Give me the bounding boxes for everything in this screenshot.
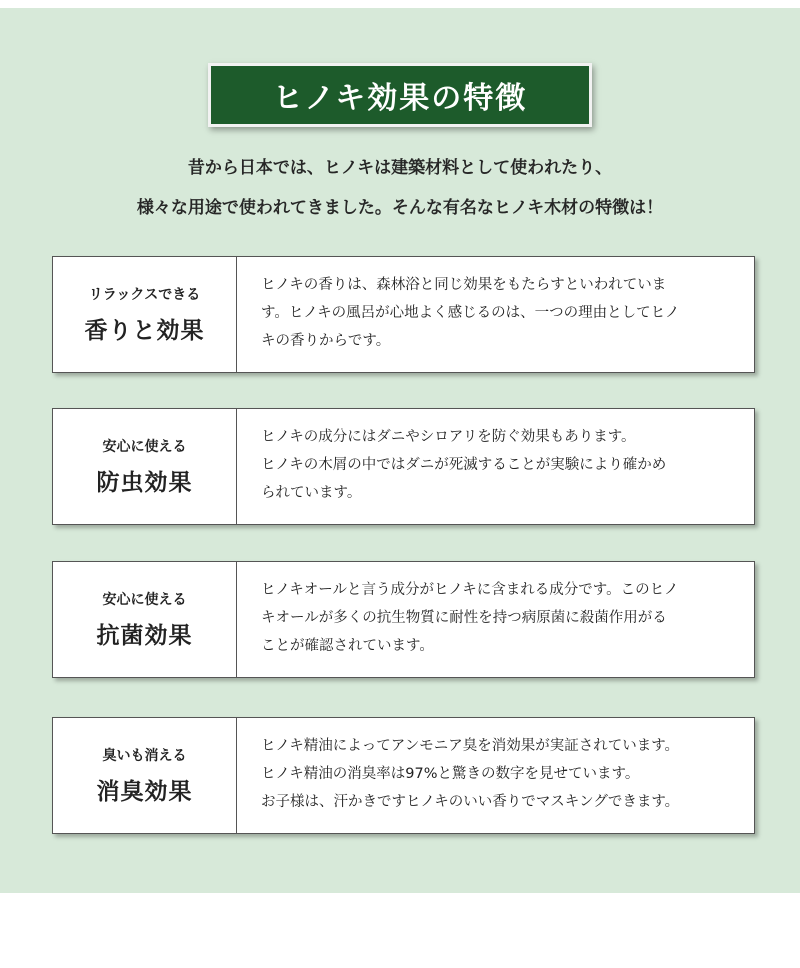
- intro-text: [0, 148, 800, 228]
- feature-card-deodorizing: [52, 717, 755, 834]
- card-subtitle: 安心に使える: [102, 592, 187, 608]
- card-label: [53, 409, 237, 524]
- feature-card-antibacterial: [52, 561, 755, 678]
- intro-line-2: 様々な用途で使われてきました。そんな有名なヒノキ木材の特徴は！: [136, 198, 664, 218]
- card-text-line: ことが確認されています。: [261, 638, 434, 654]
- card-subtitle: 臭いも消える: [102, 748, 187, 764]
- card-text-line: ヒノキオールと言う成分がヒノキに含まれる成分です。このヒノ: [261, 582, 679, 598]
- card-text-line: お子様は、汗かきですヒノキのいい香りでマスキングできます。: [261, 794, 680, 810]
- title-banner: [208, 63, 592, 127]
- card-text-line: られています。: [261, 485, 362, 501]
- card-text-line: ヒノキの香りは、森林浴と同じ効果をもたらすといわれていま: [261, 277, 667, 293]
- card-text-line: ヒノキの成分にはダニやシロアリを防ぐ効果もあります。: [261, 429, 636, 445]
- feature-card-aroma: [52, 256, 755, 373]
- card-subtitle: リラックスできる: [88, 287, 201, 303]
- background-panel: [0, 8, 800, 893]
- card-text-line: ヒノキの木屑の中ではダニが死滅することが実験により確かめ: [261, 457, 667, 473]
- card-subtitle: 安心に使える: [102, 439, 187, 455]
- card-text-line: す。ヒノキの風呂が心地よく感じるのは、一つの理由としてヒノ: [261, 305, 680, 321]
- card-heading: 香りと効果: [84, 318, 205, 344]
- feature-card-insect-repellent: [52, 408, 755, 525]
- card-heading: 抗菌効果: [96, 623, 193, 649]
- card-text-line: キの香りからです。: [261, 333, 391, 349]
- card-text-line: キオールが多くの抗生物質に耐性を持つ病原菌に殺菌作用がる: [261, 610, 667, 626]
- card-text-line: ヒノキ精油の消臭率は97%と驚きの数字を見せています。: [261, 766, 640, 782]
- card-description: [237, 257, 754, 372]
- card-label: [53, 562, 237, 677]
- card-text-line: ヒノキ精油によってアンモニア臭を消効果が実証されています。: [261, 738, 680, 754]
- card-description: [237, 409, 754, 524]
- page-title: ヒノキ効果の特徴: [272, 81, 528, 116]
- card-description: [237, 718, 754, 833]
- card-description: [237, 562, 754, 677]
- intro-line-1: 昔から日本では、ヒノキは建築材料として使われたり、: [187, 158, 613, 178]
- card-heading: 防虫効果: [96, 470, 193, 496]
- card-label: [53, 718, 237, 833]
- card-label: [53, 257, 237, 372]
- card-heading: 消臭効果: [96, 779, 193, 805]
